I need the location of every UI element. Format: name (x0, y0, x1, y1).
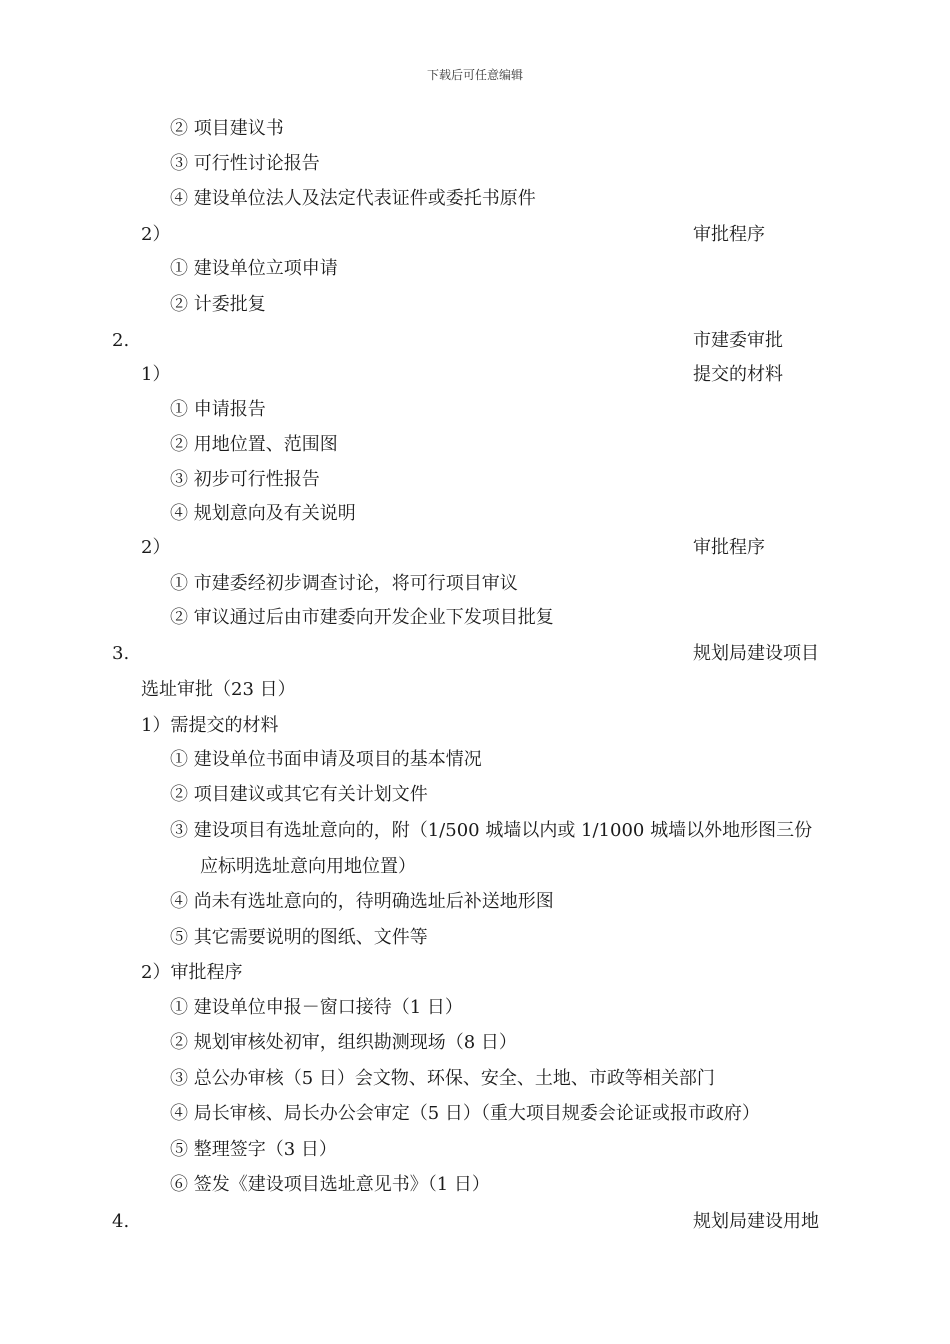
section-number: 2. (112, 330, 130, 351)
list-item: ① 建设单位书面申请及项目的基本情况 (170, 749, 482, 770)
list-item: ① 建设单位申报－窗口接待（1 日） (170, 997, 463, 1018)
list-item: ③ 可行性讨论报告 (170, 153, 320, 174)
section-title-cont: 选址审批（23 日） (141, 679, 296, 700)
list-item: ⑤ 整理签字（3 日） (170, 1139, 337, 1160)
list-item: ① 市建委经初步调查讨论，将可行项目审议 (170, 573, 518, 594)
list-item: ④ 尚未有选址意向的，待明确选址后补送地形图 (170, 891, 554, 912)
list-item: ② 计委批复 (170, 294, 266, 315)
list-item: ④ 规划意向及有关说明 (170, 503, 356, 524)
list-item: ② 审议通过后由市建委向开发企业下发项目批复 (170, 607, 554, 628)
list-item: ② 规划审核处初审，组织勘测现场（8 日） (170, 1032, 517, 1053)
section-number: 2） (141, 537, 171, 558)
list-item-cont: 应标明选址意向用地位置） (200, 856, 416, 877)
list-item: ② 项目建议或其它有关计划文件 (170, 784, 428, 805)
section-number: 2） (141, 224, 171, 245)
list-item: ② 项目建议书 (170, 118, 284, 139)
section-number: 4. (112, 1211, 130, 1232)
subsection-title: 2）审批程序 (141, 962, 243, 983)
section-title: 市建委审批 (693, 330, 783, 351)
section-title: 审批程序 (693, 224, 765, 245)
subsection-title: 1）需提交的材料 (141, 715, 279, 736)
list-item: ④ 局长审核、局长办公会审定（5 日）（重大项目规委会论证或报市政府） (170, 1103, 760, 1124)
list-item: ② 用地位置、范围图 (170, 434, 338, 455)
section-title: 规划局建设项目 (693, 643, 819, 664)
section-title: 规划局建设用地 (693, 1211, 819, 1232)
list-item: ③ 建设项目有选址意向的，附（1/500 城墙以内或 1/1000 城墙以外地形图三份 (170, 820, 813, 841)
page-header: 下载后可任意编辑 (426, 68, 523, 82)
list-item: ③ 初步可行性报告 (170, 469, 320, 490)
list-item: ① 建设单位立项申请 (170, 258, 338, 279)
section-title: 审批程序 (693, 537, 765, 558)
list-item: ③ 总公办审核（5 日）会文物、环保、安全、土地、市政等相关部门 (170, 1068, 715, 1089)
section-number: 1） (141, 364, 171, 385)
list-item: ⑤ 其它需要说明的图纸、文件等 (170, 927, 428, 948)
list-item: ① 申请报告 (170, 399, 266, 420)
list-item: ④ 建设单位法人及法定代表证件或委托书原件 (170, 188, 536, 209)
list-item: ⑥ 签发《建设项目选址意见书》（1 日） (170, 1174, 490, 1195)
section-title: 提交的材料 (693, 364, 783, 385)
section-number: 3. (112, 643, 130, 664)
